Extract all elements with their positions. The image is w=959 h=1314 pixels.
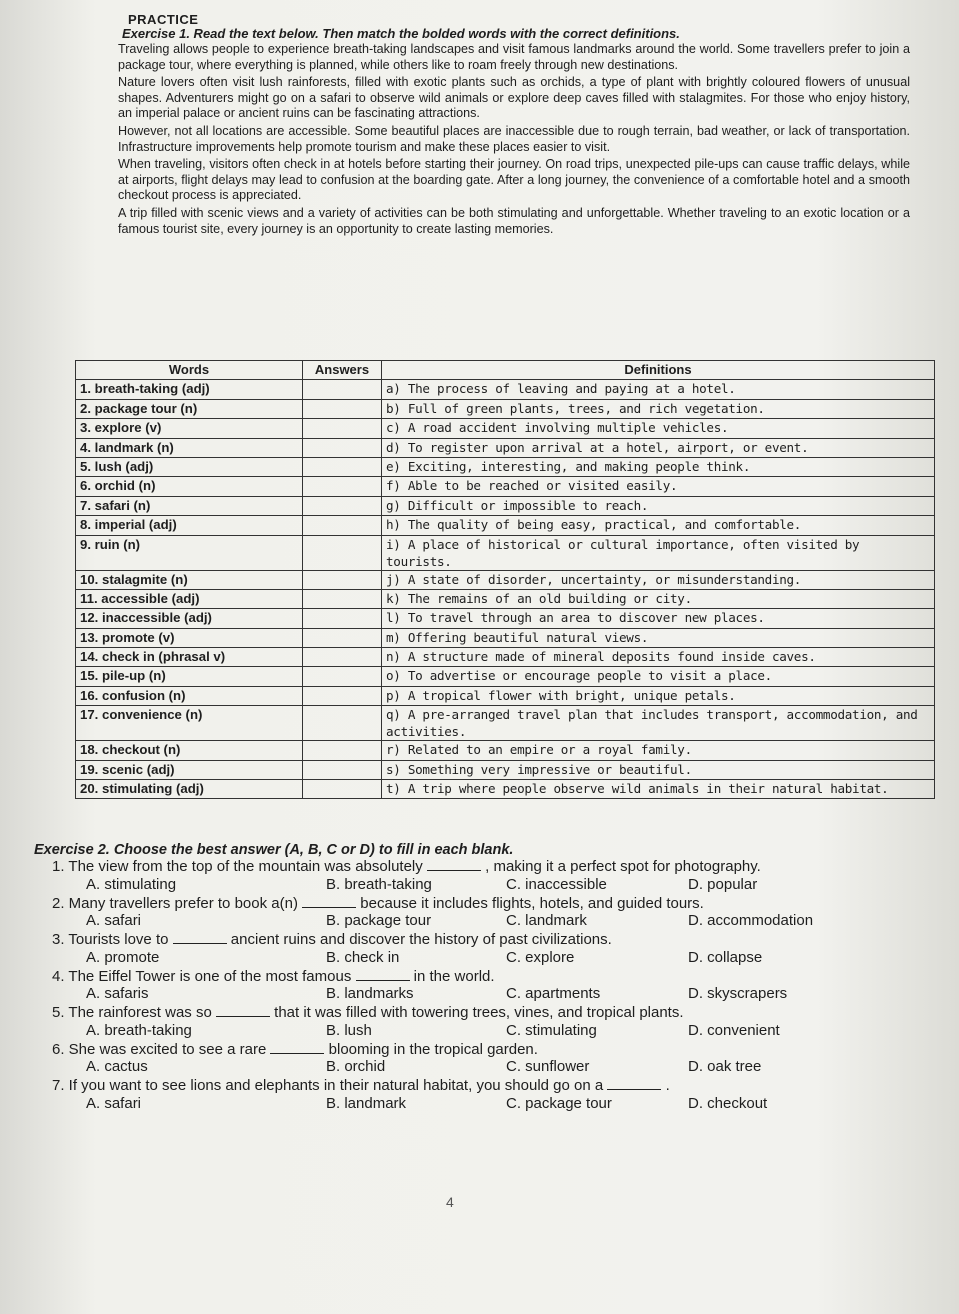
exercise1-title: Exercise 1. Read the text below. Then match the bolded words with the correct definitions.: [122, 26, 680, 41]
answer-cell[interactable]: [303, 419, 382, 438]
word-cell: 16. confusion (n): [76, 686, 303, 705]
answer-option[interactable]: D. convenient: [688, 1021, 780, 1039]
answer-options: [52, 876, 932, 894]
definition-cell: t) A trip where people observe wild animals in their natural habitat.: [382, 780, 935, 799]
answer-option[interactable]: B. breath-taking: [326, 875, 432, 893]
passage-paragraph: When traveling, visitors often check in at hotels before starting their journey. On road trips, unexpected pile-ups can cause traffic delays, while at airports, flight delays may lead to confusion at the boarding gate. After a long journey, the convenience of a comfortable hotel and a smooth checkout process is appreciated.: [118, 157, 910, 203]
table-row: [76, 760, 935, 779]
answer-cell[interactable]: [303, 741, 382, 760]
question-continuation: that it was filled with towering trees, vines, and tropical plants.: [274, 1004, 684, 1021]
definition-cell: s) Something very impressive or beautiful.: [382, 760, 935, 779]
answer-cell[interactable]: [303, 780, 382, 799]
answer-cell[interactable]: [303, 706, 382, 741]
question-stem: 1. The view from the top of the mountain was absolutely: [52, 858, 423, 875]
table-row: [76, 399, 935, 418]
answer-option[interactable]: C. apartments: [506, 985, 601, 1002]
table-row: [76, 457, 935, 476]
answer-cell[interactable]: [303, 609, 382, 628]
answer-cell[interactable]: [303, 477, 382, 496]
question-continuation: ancient ruins and discover the history of past civilizations.: [230, 931, 612, 948]
definition-cell: b) Full of green plants, trees, and rich vegetation.: [382, 399, 935, 418]
answer-option[interactable]: D. checkout: [688, 1094, 768, 1112]
words-header: Words: [76, 361, 303, 380]
answer-cell[interactable]: [303, 570, 382, 589]
table-row: [76, 438, 935, 457]
definition-cell: q) A pre-arranged travel plan that includes transport, accommodation, and activities.: [382, 706, 935, 741]
table-row: [76, 686, 935, 705]
answer-blank[interactable]: [427, 858, 481, 871]
definition-cell: a) The process of leaving and paying at a hotel.: [382, 380, 935, 399]
table-row: [76, 496, 935, 515]
answer-blank[interactable]: [356, 968, 410, 981]
word-cell: 5. lush (adj): [76, 457, 303, 476]
word-cell: 17. convenience (n): [76, 706, 303, 741]
reading-passage: [118, 42, 910, 239]
answer-option[interactable]: D. skyscrapers: [688, 985, 788, 1002]
table-header-row: [76, 361, 935, 380]
answer-option[interactable]: A. safari: [86, 1094, 142, 1112]
answer-option[interactable]: C. explore: [506, 948, 575, 966]
answer-blank[interactable]: [270, 1041, 324, 1054]
definition-cell: r) Related to an empire or a royal family.: [382, 741, 935, 760]
answer-option[interactable]: B. landmarks: [326, 985, 414, 1002]
question-text: [52, 931, 932, 949]
answer-blank[interactable]: [216, 1004, 270, 1017]
answer-option[interactable]: C. stimulating: [506, 1021, 597, 1039]
answer-option[interactable]: C. sunflower: [506, 1058, 590, 1075]
passage-paragraph: Traveling allows people to experience breath-taking landscapes and visit famous landmarks around the world. Some travellers prefer to join a package tour, where everything is planned, while others like to roam freely through new destinations.: [118, 42, 910, 72]
definition-cell: k) The remains of an old building or city.: [382, 589, 935, 608]
word-cell: 2. package tour (n): [76, 399, 303, 418]
exercise2-title: Exercise 2. Choose the best answer (A, B, C or D) to fill in each blank.: [34, 842, 514, 858]
question-continuation: .: [665, 1077, 670, 1094]
definition-cell: d) To register upon arrival at a hotel, airport, or event.: [382, 438, 935, 457]
question-continuation: because it includes flights, hotels, and guided tours.: [360, 894, 704, 912]
answer-cell[interactable]: [303, 496, 382, 515]
answer-option[interactable]: C. package tour: [506, 1094, 612, 1112]
answer-option[interactable]: C. landmark: [506, 912, 587, 929]
definition-cell: c) A road accident involving multiple vehicles.: [382, 419, 935, 438]
table-row: [76, 380, 935, 399]
question-item: [52, 931, 932, 967]
answer-option[interactable]: D. collapse: [688, 948, 763, 966]
answer-options: [52, 985, 932, 1003]
definition-cell: j) A state of disorder, uncertainty, or misunderstanding.: [382, 570, 935, 589]
table-row: [76, 780, 935, 799]
word-cell: 4. landmark (n): [76, 438, 303, 457]
answer-option[interactable]: A. cactus: [86, 1058, 148, 1075]
word-cell: 8. imperial (adj): [76, 516, 303, 535]
answer-option[interactable]: A. safari: [86, 912, 142, 929]
answer-options: [52, 1022, 932, 1040]
answer-options: [52, 912, 932, 930]
answer-option[interactable]: D. accommodation: [688, 912, 814, 929]
answer-cell[interactable]: [303, 457, 382, 476]
answer-cell[interactable]: [303, 628, 382, 647]
page-number: 4: [446, 1194, 454, 1210]
table-row: [76, 589, 935, 608]
question-item: [52, 1077, 932, 1113]
table-row: [76, 516, 935, 535]
answer-option[interactable]: B. check in: [326, 948, 400, 966]
table-row: [76, 648, 935, 667]
answer-option[interactable]: A. breath-taking: [86, 1021, 192, 1039]
answer-option[interactable]: B. landmark: [326, 1094, 407, 1112]
word-cell: 14. check in (phrasal v): [76, 648, 303, 667]
word-cell: 6. orchid (n): [76, 477, 303, 496]
answer-option[interactable]: D. oak tree: [688, 1058, 762, 1075]
passage-paragraph: A trip filled with scenic views and a variety of activities can be both stimulating and unforgettable. Whether traveling to an exotic location or a famous tourist site, every journey is an opportunity to create lasting memories.: [118, 205, 910, 236]
word-cell: 15. pile-up (n): [76, 667, 303, 686]
table-row: [76, 535, 935, 570]
definition-cell: n) A structure made of mineral deposits found inside caves.: [382, 648, 935, 667]
answer-blank[interactable]: [302, 895, 356, 908]
answer-option[interactable]: B. orchid: [326, 1058, 386, 1075]
question-stem: 7. If you want to see lions and elephants in their natural habitat, you should go on a: [52, 1077, 604, 1094]
question-stem: 2. Many travellers prefer to book a(n): [52, 894, 298, 912]
word-cell: 1. breath-taking (adj): [76, 380, 303, 399]
definition-cell: p) A tropical flower with bright, unique petals.: [382, 686, 935, 705]
answer-option[interactable]: C. inaccessible: [506, 875, 607, 893]
answer-blank[interactable]: [173, 931, 227, 944]
answer-cell[interactable]: [303, 667, 382, 686]
answer-options: [52, 1095, 932, 1113]
table-row: [76, 667, 935, 686]
word-cell: 12. inaccessible (adj): [76, 609, 303, 628]
question-continuation: blooming in the tropical garden.: [328, 1040, 538, 1058]
question-item: [52, 858, 932, 894]
question-text: [52, 1077, 932, 1095]
table-row: [76, 419, 935, 438]
answer-options: [52, 949, 932, 967]
answer-option[interactable]: B. package tour: [326, 912, 432, 929]
table-row: [76, 706, 935, 741]
question-text: [52, 1041, 932, 1059]
word-cell: 3. explore (v): [76, 419, 303, 438]
word-cell: 9. ruin (n): [76, 535, 303, 570]
table-row: [76, 628, 935, 647]
answer-cell[interactable]: [303, 760, 382, 779]
word-cell: 7. safari (n): [76, 496, 303, 515]
answer-option[interactable]: A. stimulating: [86, 875, 177, 893]
definition-cell: o) To advertise or encourage people to visit a place.: [382, 667, 935, 686]
answer-cell[interactable]: [303, 648, 382, 667]
table-row: [76, 609, 935, 628]
definition-cell: e) Exciting, interesting, and making people think.: [382, 457, 935, 476]
answer-option[interactable]: D. popular: [688, 875, 758, 893]
question-stem: 5. The rainforest was so: [52, 1004, 212, 1021]
answer-cell[interactable]: [303, 438, 382, 457]
word-cell: 13. promote (v): [76, 628, 303, 647]
question-list: [52, 858, 932, 1114]
answer-option[interactable]: A. safaris: [86, 985, 149, 1002]
answer-cell[interactable]: [303, 535, 382, 570]
question-text: [52, 858, 932, 876]
definition-cell: i) A place of historical or cultural importance, often visited by tourists.: [382, 535, 935, 570]
word-cell: 10. stalagmite (n): [76, 570, 303, 589]
definition-cell: m) Offering beautiful natural views.: [382, 628, 935, 647]
answer-cell[interactable]: [303, 589, 382, 608]
question-text: [52, 895, 932, 913]
definition-cell: l) To travel through an area to discover new places.: [382, 609, 935, 628]
word-cell: 19. scenic (adj): [76, 760, 303, 779]
definition-cell: f) Able to be reached or visited easily.: [382, 477, 935, 496]
question-text: [52, 968, 932, 986]
table-row: [76, 570, 935, 589]
question-stem: 6. She was excited to see a rare: [52, 1040, 267, 1058]
matching-table-body: [76, 380, 935, 799]
question-text: [52, 1004, 932, 1022]
answer-option[interactable]: B. lush: [326, 1021, 372, 1039]
question-item: [52, 968, 932, 1004]
answer-cell[interactable]: [303, 399, 382, 418]
answer-options: [52, 1058, 932, 1076]
question-item: [52, 895, 932, 931]
word-cell: 20. stimulating (adj): [76, 780, 303, 799]
question-continuation: , making it a perfect spot for photography.: [485, 858, 761, 875]
passage-paragraph: However, not all locations are accessible. Some beautiful places are inaccessible due to rough terrain, bad weather, or lack of transportation. Infrastructure improvements help promote tourism and make these places easier to visit.: [118, 123, 910, 154]
table-row: [76, 477, 935, 496]
answer-cell[interactable]: [303, 516, 382, 535]
answer-blank[interactable]: [607, 1077, 661, 1090]
table-row: [76, 741, 935, 760]
answer-cell[interactable]: [303, 380, 382, 399]
answers-header: Answers: [303, 361, 382, 380]
question-stem: 3. Tourists love to: [52, 931, 169, 948]
word-cell: 11. accessible (adj): [76, 589, 303, 608]
word-cell: 18. checkout (n): [76, 741, 303, 760]
question-continuation: in the world.: [413, 967, 495, 985]
passage-paragraph: Nature lovers often visit lush rainforests, filled with exotic plants such as orchids, a type of plant with brightly coloured flowers of unusual shapes. Adventurers might go on a safari to observe wild animals or explore deep caves filled with stalagmites. For those who enjoy history, an imperial palace or ancient ruins can be fascinating attractions.: [118, 75, 910, 121]
answer-cell[interactable]: [303, 686, 382, 705]
question-item: [52, 1041, 932, 1077]
definition-cell: g) Difficult or impossible to reach.: [382, 496, 935, 515]
answer-option[interactable]: A. promote: [86, 948, 160, 966]
practice-heading: PRACTICE: [128, 12, 199, 27]
question-item: [52, 1004, 932, 1040]
question-stem: 4. The Eiffel Tower is one of the most famous: [52, 967, 352, 985]
definitions-header: Definitions: [382, 361, 935, 380]
definition-cell: h) The quality of being easy, practical, and comfortable.: [382, 516, 935, 535]
matching-table: [75, 360, 935, 799]
